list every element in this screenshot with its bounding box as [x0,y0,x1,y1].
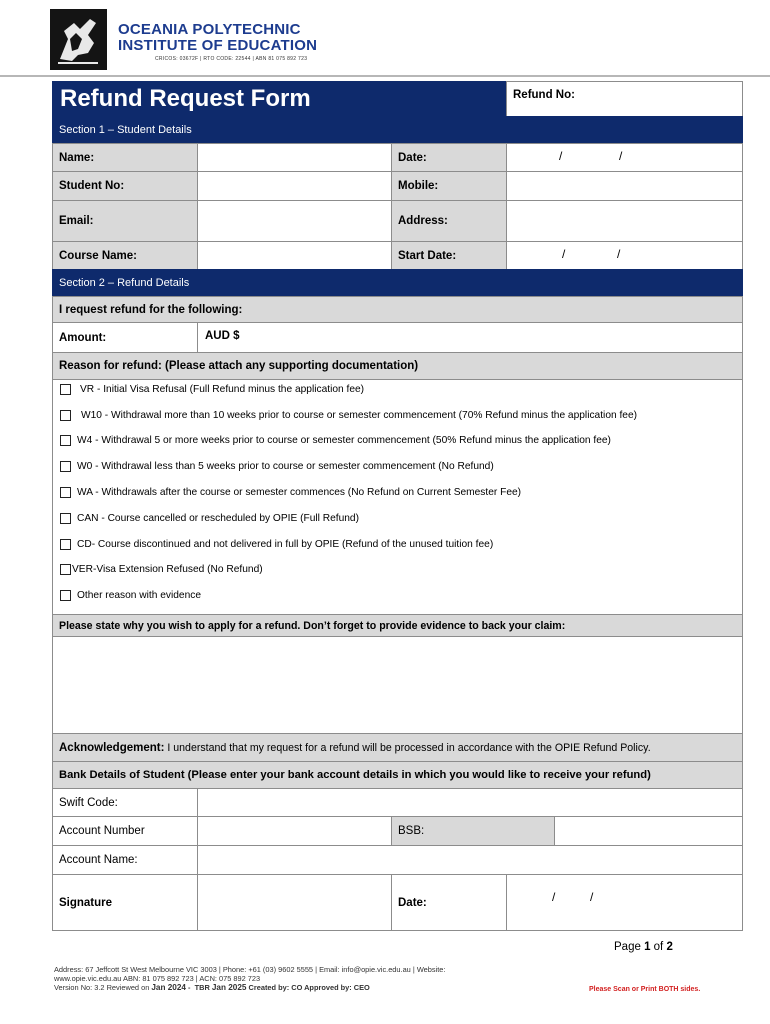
reason-label: Reason for refund: (Please attach any supporting documentation) [52,352,743,380]
course-name-label: Course Name: [52,241,198,270]
name-input[interactable] [197,143,392,172]
date-input[interactable] [506,143,743,172]
why-textarea[interactable] [52,636,743,734]
account-number-label: Account Number [52,816,198,846]
reason-w0-checkbox[interactable] [60,461,71,472]
reason-wa-option[interactable] [60,487,521,498]
org-name-line2: INSTITUTE OF EDUCATION [118,37,318,54]
page-number [614,941,673,953]
mobile-label: Mobile: [391,171,507,201]
section1-heading: Section 1 – Student Details [52,116,743,143]
bsb-label: BSB: [391,816,555,846]
reason-w10-option[interactable] [60,410,637,421]
institute-logo [50,9,107,70]
footer-next-date: Jan 2025 [211,983,247,992]
footer-version [54,984,370,993]
signature-input[interactable] [197,874,392,931]
print-both-sides-note: Please Scan or Print BOTH sides. [589,986,701,993]
reason-w4-option[interactable] [60,435,611,446]
sig-date-slash-2: / [590,890,594,904]
reason-cd-label: CD- Course discontinued and not delivered in full by OPIE (Refund of the unused tuition fee) [77,539,494,550]
reason-can-label: CAN - Course cancelled or rescheduled by OPIE (Full Refund) [77,513,359,524]
reason-w10-label: W10 - Withdrawal more than 10 weeks prior to course or semester commencement (70% Refund minus the application fee) [81,410,638,421]
reason-ver-checkbox[interactable] [60,564,71,575]
name-label: Name: [52,143,198,172]
form-title: Refund Request Form [52,81,507,117]
reason-vr-option[interactable] [60,384,364,395]
start-date-input[interactable] [506,241,743,270]
reason-w4-label: W4 - Withdrawal 5 or more weeks prior to course or semester commencement (50% Refund minus the application fee) [77,435,611,446]
acknowledgement-row [52,733,743,762]
reason-cd-option[interactable] [60,539,493,550]
bank-details-label: Bank Details of Student (Please enter your bank account details in which you would like to receive your refund) [52,761,743,789]
start-date-slash-2: / [617,247,621,261]
address-input[interactable] [506,200,743,242]
reason-other-checkbox[interactable] [60,590,71,601]
page-prefix: Page [614,941,645,953]
footer-reviewed-date: Jan 2024 [151,983,186,992]
refund-no-field[interactable] [506,81,743,117]
acknowledgement-label: Acknowledgement: [59,741,165,754]
start-date-slash-1: / [562,247,566,261]
reason-other-option[interactable] [60,590,201,601]
signature-label: Signature [52,874,198,931]
bsb-input[interactable] [554,816,743,846]
footer-tbr: - TBR [185,983,212,992]
page-current: 1 [644,941,651,953]
signature-date-label: Date: [391,874,507,931]
account-number-input[interactable] [197,816,392,846]
reason-can-checkbox[interactable] [60,513,71,524]
signature-date-input[interactable] [506,874,743,931]
page-of: of [650,941,667,953]
account-name-label: Account Name: [52,845,198,875]
date-label: Date: [391,143,507,172]
email-input[interactable] [197,200,392,242]
reason-can-option[interactable] [60,513,359,524]
swift-code-label: Swift Code: [52,788,198,817]
header-divider [0,75,770,77]
org-registration: CRICOS: 03672F | RTO CODE: 22544 | ABN 81 075 892 723 [155,56,308,62]
why-label: Please state why you wish to apply for a refund. Don’t forget to provide evidence to back your claim: [52,614,743,637]
reason-ver-label: VER-Visa Extension Refused (No Refund) [72,564,263,575]
mobile-input[interactable] [506,171,743,201]
amount-currency: AUD $ [205,330,240,342]
start-date-label: Start Date: [391,241,507,270]
email-label: Email: [52,200,198,242]
reason-vr-checkbox[interactable] [60,384,71,395]
swift-code-input[interactable] [197,788,743,817]
reason-wa-checkbox[interactable] [60,487,71,498]
reason-other-label: Other reason with evidence [77,590,202,601]
org-name-line1: OCEANIA POLYTECHNIC [118,21,301,38]
student-no-label: Student No: [52,171,198,201]
footer-created-by: Created by: CO Approved by: CEO [246,983,370,992]
account-name-input[interactable] [197,845,743,875]
reason-ver-option[interactable] [60,564,263,575]
reason-w0-label: W0 - Withdrawal less than 5 weeks prior to course or semester commencement (No Refund) [77,461,494,472]
footer-address-line1: Address: 67 Jeffcott St West Melbourne VIC 3003 | Phone: +61 (03) 9602 5555 | Email: info@opie.vic.edu.au | Website: [54,965,446,974]
amount-input[interactable] [197,322,743,353]
reason-w4-checkbox[interactable] [60,435,71,446]
reason-vr-label: VR - Initial Visa Refusal (Full Refund minus the application fee) [80,384,365,395]
section2-heading: Section 2 – Refund Details [52,269,743,297]
student-no-input[interactable] [197,171,392,201]
sig-date-slash-1: / [552,890,556,904]
refund-no-label: Refund No: [513,89,575,101]
acknowledgement-text: I understand that my request for a refund will be processed in accordance with the OPIE Refund Policy. [164,741,651,754]
date-slash-1: / [559,149,563,163]
reason-w0-option[interactable] [60,461,494,472]
footer-version-text: Version No: 3.2 Reviewed on [54,983,152,992]
reason-wa-label: WA - Withdrawals after the course or semester commences (No Refund on Current Semester Fee) [77,487,522,498]
amount-label: Amount: [52,322,198,353]
page-total: 2 [666,941,673,953]
footer-address-line2: www.opie.vic.edu.au ABN: 81 075 892 723 | ACN: 075 892 723 [54,974,261,983]
request-label: I request refund for the following: [52,296,743,323]
course-name-input[interactable] [197,241,392,270]
date-slash-2: / [619,149,623,163]
reason-cd-checkbox[interactable] [60,539,71,550]
address-label: Address: [391,200,507,242]
reason-w10-checkbox[interactable] [60,410,71,421]
